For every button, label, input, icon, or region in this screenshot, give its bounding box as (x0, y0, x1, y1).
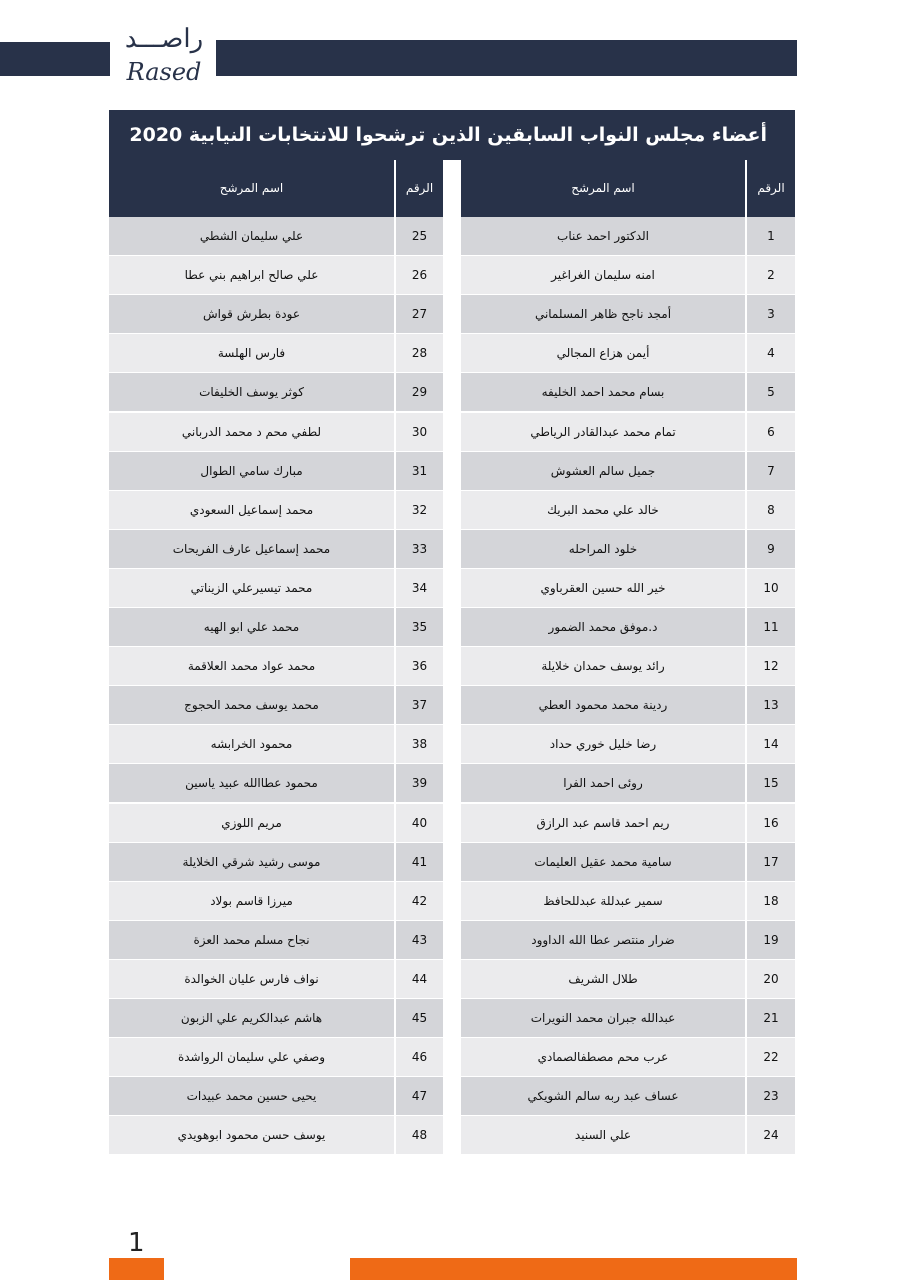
candidate-name: خالد علي محمد البريك (547, 503, 659, 517)
candidate-name: علي السنيد (574, 1128, 632, 1142)
row-number: 23 (763, 1089, 779, 1103)
candidate-name: امنه سليمان الغراغير (551, 268, 655, 282)
row-number: 10 (763, 581, 779, 595)
row-number: 14 (763, 737, 779, 751)
row-number: 37 (411, 698, 428, 712)
row-number: 26 (411, 268, 428, 282)
row-number: 4 (767, 346, 775, 360)
row-number: 18 (763, 894, 779, 908)
right-header-name: اسم المرشح (461, 160, 745, 217)
candidate-name: عرب محم مصطفالصمادي (537, 1050, 669, 1064)
row-number: 1 (767, 229, 775, 243)
row-number: 17 (763, 855, 779, 869)
candidate-name: علي صالح ابراهيم بني عطا (184, 268, 319, 282)
candidate-name: د.موفق محمد الضمور (548, 620, 658, 634)
candidate-name: محمد علي ابو الهيه (203, 620, 300, 634)
row-number: 30 (411, 425, 428, 439)
right-header-number: الرقم (747, 160, 795, 217)
row-number: 32 (411, 503, 428, 517)
column-divider (394, 160, 396, 1157)
row-number: 13 (763, 698, 779, 712)
row-number: 11 (763, 620, 779, 634)
table-title: أعضاء مجلس النواب السابقين الذين ترشحوا للانتخابات النيابية 2020 (109, 110, 795, 160)
candidate-name: علي سليمان الشطي (199, 229, 304, 243)
row-number: 19 (763, 933, 779, 947)
row-number: 27 (411, 307, 428, 321)
row-number: 39 (411, 776, 428, 790)
candidate-name: محمد عواد محمد العلاقمة (187, 659, 316, 673)
row-number: 35 (411, 620, 428, 634)
header-band-right (216, 40, 797, 76)
candidate-name: وصفي علي سليمان الرواشدة (177, 1050, 326, 1064)
row-number: 36 (411, 659, 428, 673)
candidate-name: عودة بطرش قواش (203, 307, 300, 321)
row-number: 2 (767, 268, 775, 282)
row-number: 38 (411, 737, 428, 751)
left-header-name: اسم المرشح (109, 160, 394, 217)
candidate-name: محمود الخرابشه (210, 737, 293, 751)
candidate-name: يوسف حسن محمود ابوهويدي (177, 1128, 326, 1142)
row-number: 5 (767, 385, 775, 399)
row-number: 25 (411, 229, 428, 243)
candidate-name: ميرزا قاسم بولاد (210, 894, 293, 908)
candidate-name: محمد يوسف محمد الحجوج (184, 698, 319, 712)
row-number: 22 (763, 1050, 779, 1064)
candidate-name: كوثر يوسف الخليفات (199, 385, 304, 399)
candidate-name: نجاح مسلم محمد العزة (193, 933, 310, 947)
row-number: 15 (763, 776, 779, 790)
candidate-name: عساف عبد ربه سالم الشويكي (527, 1089, 679, 1103)
candidate-name: خير الله حسين العقرباوي (540, 581, 666, 595)
candidate-name: مريم اللوزي (221, 816, 282, 830)
column-divider (745, 160, 747, 1157)
candidate-name: روئى احمد الفرا (563, 776, 643, 790)
page-number: 1 (128, 1228, 145, 1258)
row-number: 6 (767, 425, 775, 439)
candidate-name: سمير عبدللة عبدللحافظ (543, 894, 663, 908)
candidate-name: ريم احمد قاسم عبد الرازق (536, 816, 670, 830)
candidate-name: طلال الشريف (568, 972, 638, 986)
candidate-name: أيمن هزاع المجالي (556, 346, 650, 360)
row-number: 44 (411, 972, 428, 986)
row-number: 29 (411, 385, 428, 399)
row-number: 34 (411, 581, 428, 595)
candidate-name: تمام محمد عبدالقادر الرياطي (530, 425, 676, 439)
candidate-name: يحيى حسين محمد عبيدات (186, 1089, 317, 1103)
candidate-name: ضرار منتصر عطا الله الداوود (531, 933, 675, 947)
candidate-name: عبدالله جبران محمد النويرات (530, 1011, 676, 1025)
row-number: 48 (411, 1128, 428, 1142)
row-number: 33 (411, 542, 428, 556)
row-number: 12 (763, 659, 779, 673)
candidate-name: محمود عطاالله عبيد ياسين (185, 776, 318, 790)
candidate-name: ردينة محمد محمود العطي (538, 698, 668, 712)
logo-arabic: راصـــد (124, 24, 204, 54)
candidate-name: رضا خليل خوري حداد (549, 737, 657, 751)
candidate-name: لطفي محم د محمد الدرباني (181, 425, 322, 439)
row-number: 42 (411, 894, 428, 908)
candidate-name: أمجد ناجح ظاهر المسلماني (534, 307, 672, 321)
candidate-name: هاشم عبدالكريم علي الزبون (180, 1011, 323, 1025)
candidate-name: مبارك سامي الطوال (200, 464, 303, 478)
header-band-left (0, 42, 110, 76)
row-number: 9 (767, 542, 775, 556)
logo-latin: Rased (126, 58, 202, 86)
left-header-number: الرقم (396, 160, 443, 217)
candidate-name: جميل سالم العشوش (550, 464, 656, 478)
candidate-name: محمد إسماعيل عارف الفريحات (172, 542, 331, 556)
row-number: 41 (411, 855, 428, 869)
row-number: 8 (767, 503, 775, 517)
row-number: 45 (411, 1011, 428, 1025)
candidate-name: رائد يوسف حمدان خلايلة (541, 659, 665, 673)
row-number: 3 (767, 307, 775, 321)
candidate-name: فارس الهلسة (217, 346, 286, 360)
row-number: 40 (411, 816, 428, 830)
row-number: 21 (763, 1011, 779, 1025)
candidate-name: بسام محمد احمد الخليفه (541, 385, 665, 399)
candidate-name: موسى رشيد شرقي الخلايلة (182, 855, 321, 869)
row-number: 20 (763, 972, 779, 986)
row-number: 47 (411, 1089, 428, 1103)
row-number: 28 (411, 346, 428, 360)
candidate-name: سامية محمد عقيل العليمات (534, 855, 672, 869)
candidate-name: محمد إسماعيل السعودي (189, 503, 314, 517)
candidate-name: محمد تيسيرعلي الزيناتي (190, 581, 313, 595)
row-number: 46 (411, 1050, 428, 1064)
candidate-name: الدكتور احمد عناب (557, 229, 649, 243)
row-number: 16 (763, 816, 779, 830)
footer-band-left (109, 1258, 164, 1280)
row-number: 24 (763, 1128, 779, 1142)
row-number: 31 (411, 464, 428, 478)
footer-band-right (350, 1258, 797, 1280)
row-number: 7 (767, 464, 775, 478)
row-number: 43 (411, 933, 428, 947)
candidate-name: خلود المراحله (568, 542, 638, 556)
candidate-name: نواف فارس عليان الخوالدة (184, 972, 319, 986)
